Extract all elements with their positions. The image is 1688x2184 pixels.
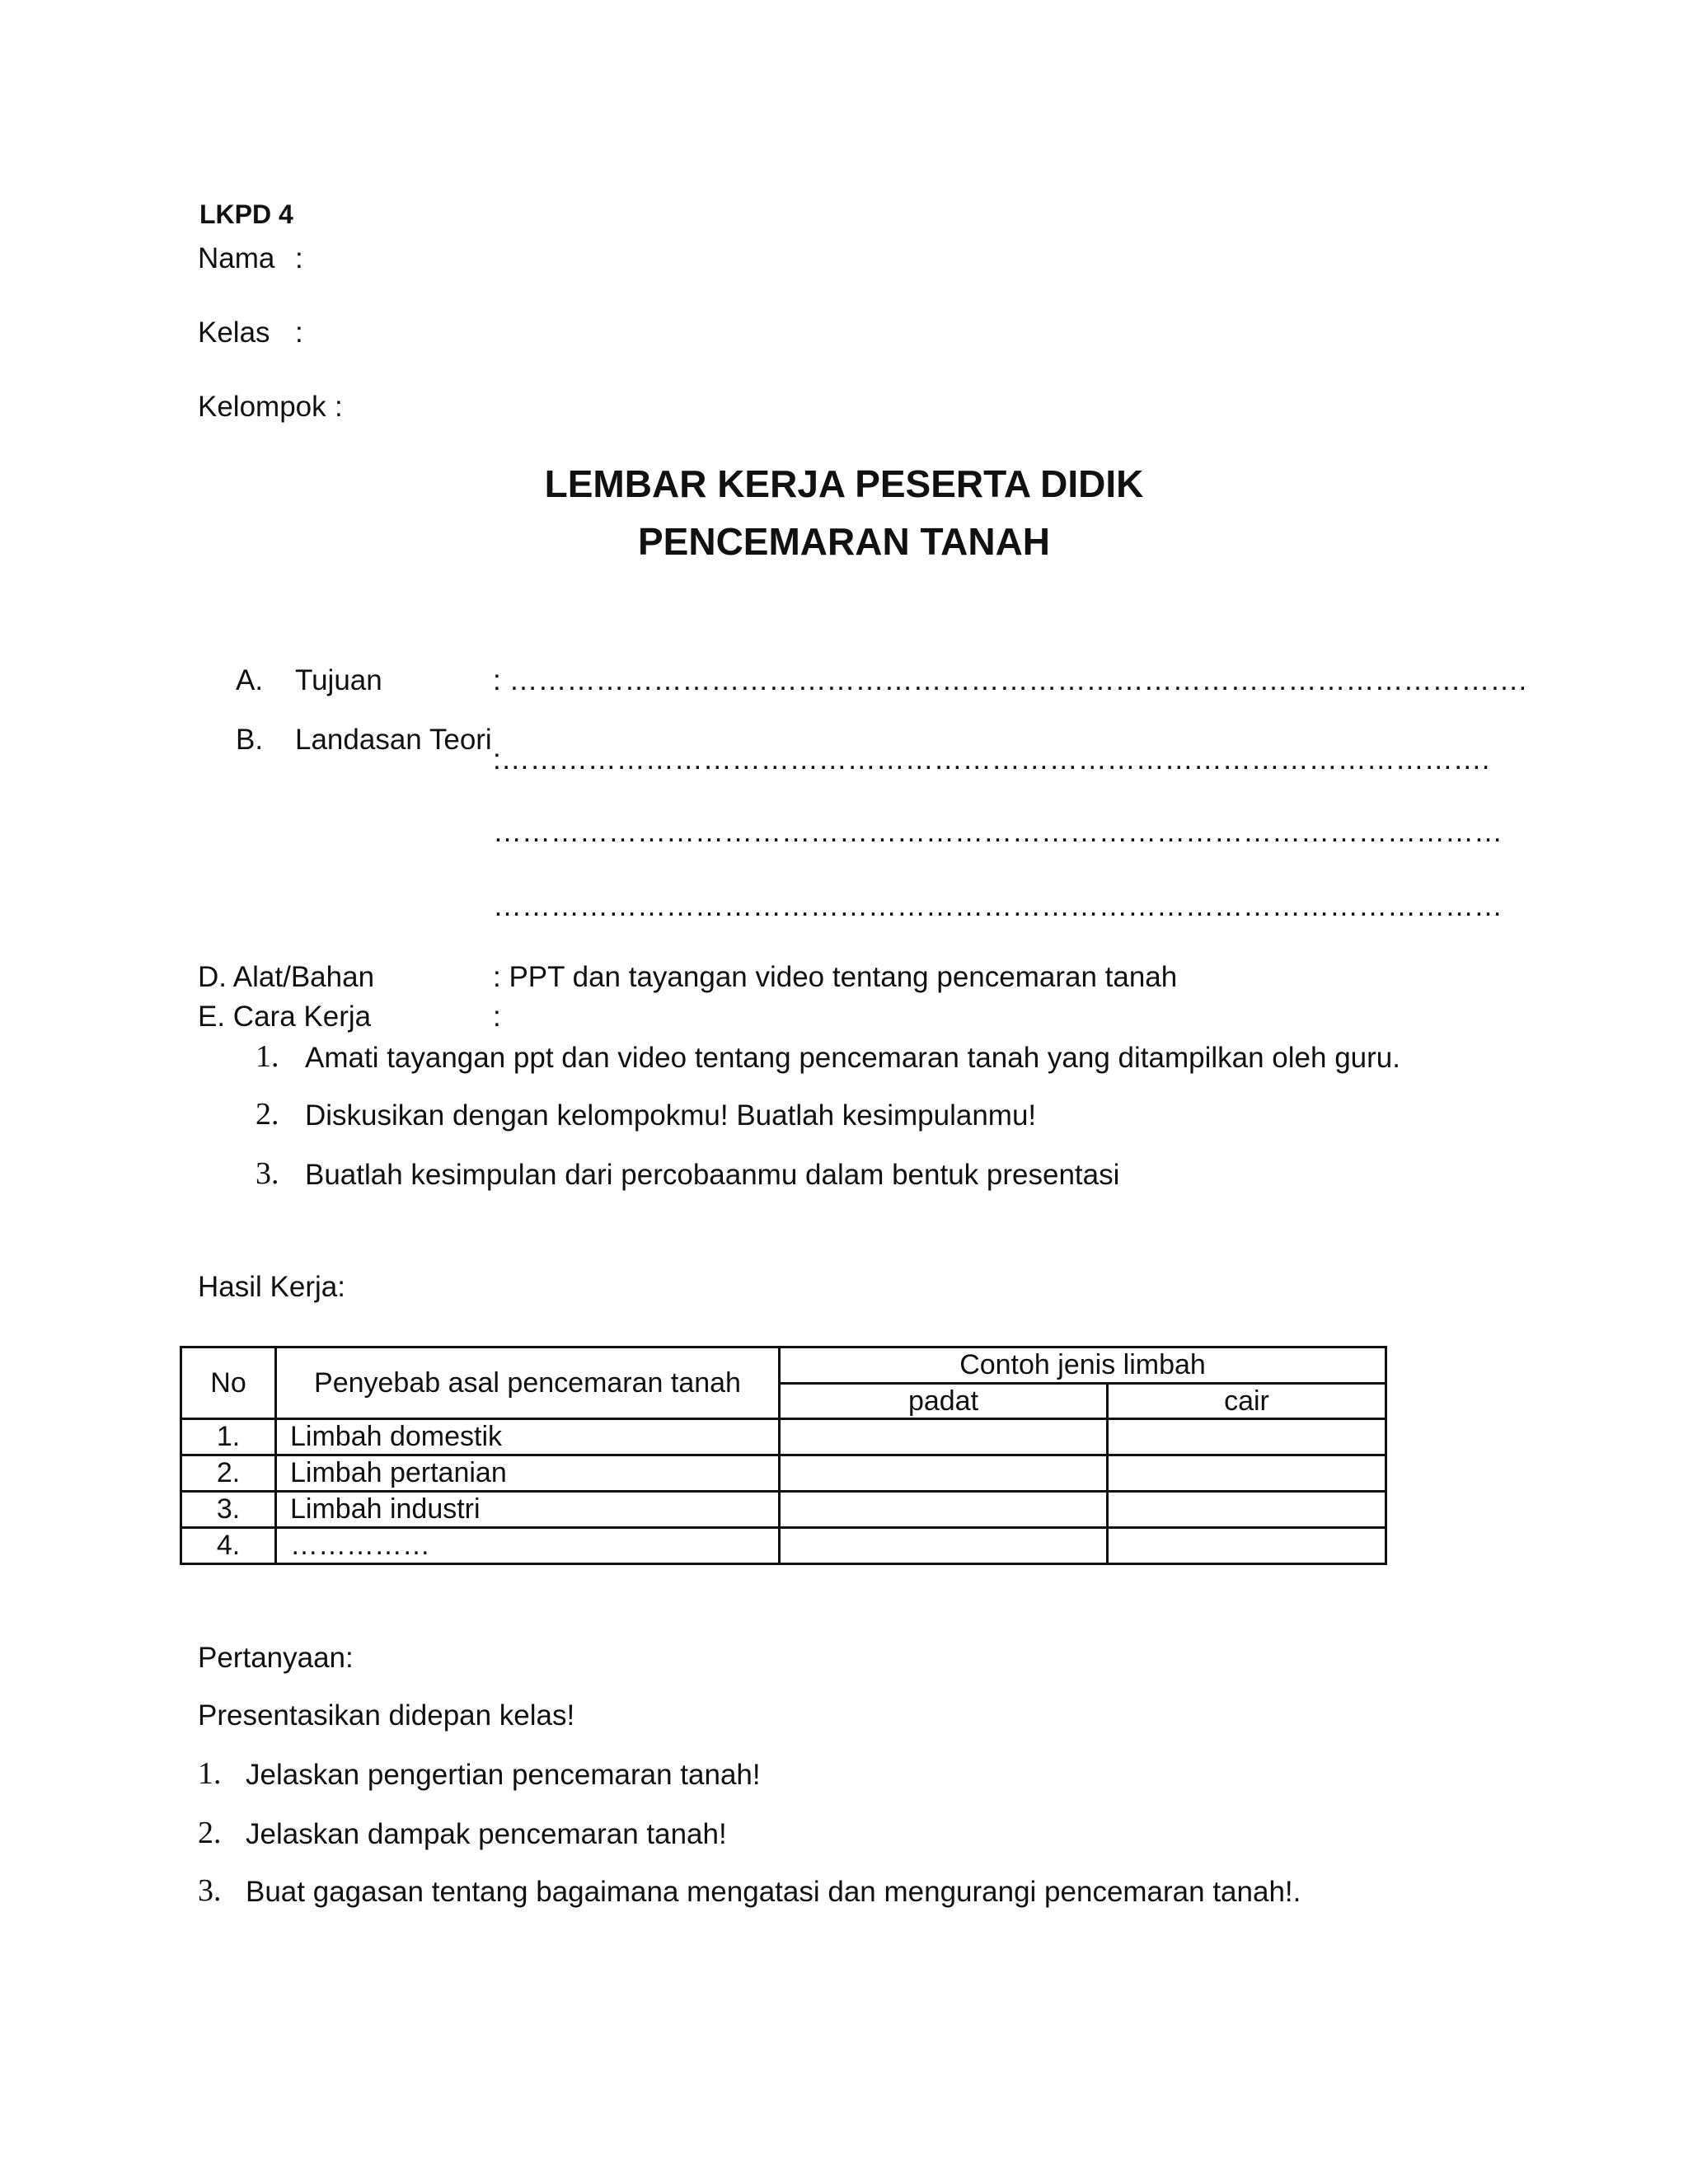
class-colon: : xyxy=(295,316,303,349)
section-b-answer-line: :…………………………………………………………………………………………. xyxy=(493,743,1490,776)
document-code: LKPD 4 xyxy=(199,199,293,229)
section-a-marker: A. xyxy=(236,664,264,696)
group-colon: : xyxy=(335,391,343,423)
solid-answer-cell[interactable] xyxy=(780,1455,1108,1492)
liquid-answer-cell[interactable] xyxy=(1108,1419,1386,1455)
row-number: 1. xyxy=(181,1419,276,1455)
group-label: Kelompok xyxy=(198,391,326,423)
question-number: 1. xyxy=(198,1756,222,1791)
section-b-label: Landasan Teori xyxy=(295,724,492,756)
section-b-marker: B. xyxy=(236,724,264,756)
row-cause: Limbah pertanian xyxy=(276,1455,780,1492)
section-d-value: : PPT dan tayangan video tentang pencemaran tanah xyxy=(493,961,1178,993)
questions-intro: Presentasikan didepan kelas! xyxy=(198,1699,575,1732)
section-d-label: D. Alat/Bahan xyxy=(198,961,375,993)
step-number: 2. xyxy=(256,1097,279,1132)
question-text: Buat gagasan tentang bagaimana mengatasi dan mengurangi pencemaran tanah!. xyxy=(246,1876,1301,1908)
question-number: 2. xyxy=(198,1816,222,1850)
step-number: 3. xyxy=(256,1156,279,1191)
liquid-answer-cell[interactable] xyxy=(1108,1528,1386,1564)
result-table xyxy=(180,1346,1387,1565)
solid-answer-cell[interactable] xyxy=(780,1528,1108,1564)
header-waste-examples: Contoh jenis limbah xyxy=(780,1347,1386,1384)
document-subtitle: PENCEMARAN TANAH xyxy=(637,520,1051,563)
section-b-answer-line: …………………………………………………………………………………………… xyxy=(493,816,1503,848)
class-label: Kelas xyxy=(198,316,270,349)
question-text: Jelaskan dampak pencemaran tanah! xyxy=(246,1818,727,1850)
step-text: Diskusikan dengan kelompokmu! Buatlah kesimpulanmu! xyxy=(305,1099,1037,1132)
row-cause: …………… xyxy=(276,1528,780,1564)
row-cause: Limbah domestik xyxy=(276,1419,780,1455)
table-row xyxy=(181,1419,1386,1455)
header-liquid: cair xyxy=(1108,1384,1386,1419)
step-text: Amati tayangan ppt dan video tentang pencemaran tanah yang ditampilkan oleh guru. xyxy=(305,1042,1400,1074)
result-label: Hasil Kerja: xyxy=(198,1271,345,1303)
section-a-label: Tujuan xyxy=(295,664,382,696)
row-number: 4. xyxy=(181,1528,276,1564)
section-a-answer-line: : ……………………………………………………………………………………………. xyxy=(493,664,1527,696)
table-row xyxy=(181,1528,1386,1564)
question-text: Jelaskan pengertian pencemaran tanah! xyxy=(246,1759,761,1791)
step-number: 1. xyxy=(256,1039,279,1074)
section-e-colon: : xyxy=(493,1001,501,1033)
section-b-answer-line: …………………………………………………………………………………………… xyxy=(493,890,1503,922)
table-row xyxy=(181,1492,1386,1528)
questions-label: Pertanyaan: xyxy=(198,1642,354,1674)
document-title: LEMBAR KERJA PESERTA DIDIK xyxy=(544,462,1144,505)
header-cause: Penyebab asal pencemaran tanah xyxy=(276,1347,780,1419)
header-solid: padat xyxy=(780,1384,1108,1419)
row-number: 3. xyxy=(181,1492,276,1528)
liquid-answer-cell[interactable] xyxy=(1108,1455,1386,1492)
solid-answer-cell[interactable] xyxy=(780,1419,1108,1455)
question-number: 3. xyxy=(198,1873,222,1908)
row-number: 2. xyxy=(181,1455,276,1492)
row-cause: Limbah industri xyxy=(276,1492,780,1528)
section-e-label: E. Cara Kerja xyxy=(198,1001,372,1033)
step-text: Buatlah kesimpulan dari percobaanmu dalam bentuk presentasi xyxy=(305,1159,1120,1191)
name-colon: : xyxy=(295,242,303,274)
table-row xyxy=(181,1455,1386,1492)
header-no: No xyxy=(181,1347,276,1419)
name-label: Nama xyxy=(198,242,275,274)
solid-answer-cell[interactable] xyxy=(780,1492,1108,1528)
liquid-answer-cell[interactable] xyxy=(1108,1492,1386,1528)
